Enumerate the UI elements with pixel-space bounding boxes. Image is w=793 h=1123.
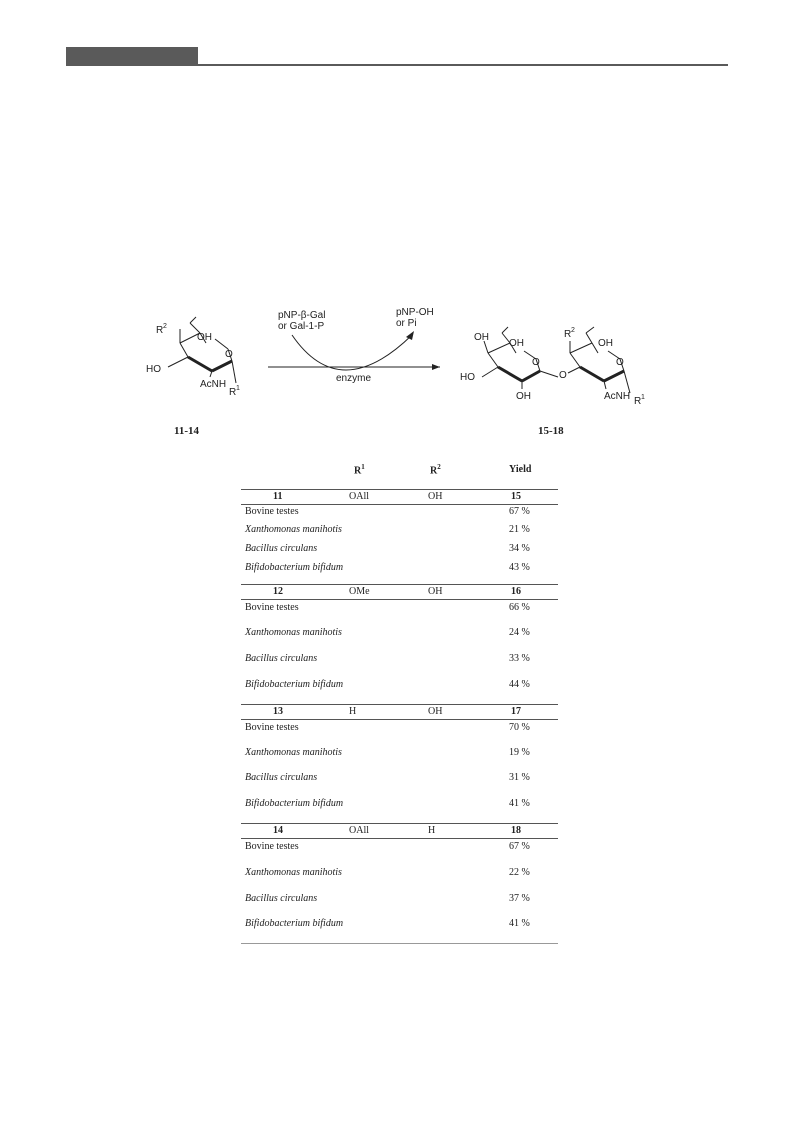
prod-glycosidic-o: O <box>559 370 567 381</box>
start-compound-label: 11-14 <box>174 425 200 437</box>
enzyme-name: Xanthomonas manihotis <box>245 524 342 535</box>
header-bar <box>66 47 198 66</box>
start-r1-label: R <box>229 387 237 398</box>
group-r2-value: OH <box>428 706 443 717</box>
reaction-scheme <box>140 295 700 445</box>
group-r2-value: H <box>428 825 436 836</box>
group-r1-value: H <box>349 706 357 717</box>
enzyme-name: Bovine testes <box>245 722 299 733</box>
yield-value: 41 % <box>509 798 530 809</box>
group-top-rule <box>241 704 558 705</box>
prod-oh-label-3: OH <box>516 391 531 402</box>
start-ho-label: HO <box>146 364 161 375</box>
enzyme-name: Bifidobacterium bifidum <box>245 679 344 690</box>
header-rule <box>198 64 728 66</box>
group-header-rule <box>241 838 558 839</box>
start-acnh-label: AcNH <box>200 379 227 390</box>
enzyme-name: Bacillus circulans <box>245 772 318 783</box>
product-structure <box>482 327 630 393</box>
prod-r1-sup: 1 <box>641 394 645 401</box>
enzyme-name: Bacillus circulans <box>245 653 318 664</box>
group-product: 16 <box>511 586 521 597</box>
enzyme-name: Bifidobacterium bifidum <box>245 562 344 573</box>
prod-acnh-label: AcNH <box>604 391 631 402</box>
product-compound-label: 15-18 <box>538 425 564 437</box>
group-product: 15 <box>511 491 521 502</box>
reagent-curve <box>292 335 412 370</box>
prod-ho-label: HO <box>460 372 475 383</box>
prod-r2-label: R <box>564 329 572 340</box>
enzyme-name: Bifidobacterium bifidum <box>245 918 344 929</box>
group-top-rule <box>241 823 558 824</box>
prod-ring-o-2: O <box>616 357 624 368</box>
product-byproduct-line-1: pNP-OH <box>396 307 434 318</box>
enzyme-name: Bacillus circulans <box>245 893 318 904</box>
prod-oh-label-2: OH <box>509 338 524 349</box>
group-compound: 11 <box>273 491 283 502</box>
group-compound: 14 <box>273 825 283 836</box>
enzyme-name: Bacillus circulans <box>245 543 318 554</box>
group-compound: 12 <box>273 586 283 597</box>
header-yield: Yield <box>509 464 532 475</box>
prod-r1-label: R <box>634 396 642 407</box>
group-top-rule <box>241 489 558 490</box>
yield-value: 41 % <box>509 918 530 929</box>
group-r2-value: OH <box>428 586 443 597</box>
start-r1-sup: 1 <box>236 385 240 392</box>
yield-value: 66 % <box>509 602 530 613</box>
yield-value: 34 % <box>509 543 530 554</box>
enzyme-name: Bifidobacterium bifidum <box>245 798 344 809</box>
prod-oh-label-1: OH <box>474 332 489 343</box>
enzyme-name: Xanthomonas manihotis <box>245 627 342 638</box>
yield-value: 70 % <box>509 722 530 733</box>
group-product: 17 <box>511 706 521 717</box>
prod-ring-o-1: O <box>532 357 540 368</box>
group-top-rule <box>241 584 558 585</box>
yield-value: 44 % <box>509 679 530 690</box>
group-r2-value: OH <box>428 491 443 502</box>
yield-value: 43 % <box>509 562 530 573</box>
header-r1: $R^1$ <box>354 463 365 477</box>
yield-value: 31 % <box>509 772 530 783</box>
prod-r2-sup: 2 <box>571 327 575 334</box>
group-header-rule <box>241 504 558 505</box>
start-r2-sup: 2 <box>163 323 167 330</box>
reaction-arrowhead <box>432 364 440 370</box>
group-r1-value: OAll <box>349 491 369 502</box>
reagent-line-1: pNP-β-Gal <box>278 310 326 321</box>
group-r1-value: OMe <box>349 586 370 597</box>
scheme-drawing <box>140 295 700 445</box>
yield-value: 22 % <box>509 867 530 878</box>
group-header-rule <box>241 599 558 600</box>
group-r1-value: OAll <box>349 825 369 836</box>
enzyme-name: Xanthomonas manihotis <box>245 867 342 878</box>
yield-value: 67 % <box>509 841 530 852</box>
group-product: 18 <box>511 825 521 836</box>
yield-value: 67 % <box>509 506 530 517</box>
enzyme-name: Bovine testes <box>245 602 299 613</box>
reagent-curve-arrowhead <box>406 331 414 340</box>
yield-value: 33 % <box>509 653 530 664</box>
reagent-line-2: or Gal-1-P <box>278 321 325 332</box>
enzyme-name: Bovine testes <box>245 841 299 852</box>
header-r2: $R^2$ <box>430 463 441 477</box>
group-header-rule <box>241 719 558 720</box>
group-compound: 13 <box>273 706 283 717</box>
arrow-label: enzyme <box>336 373 372 384</box>
start-oh-label: OH <box>197 332 212 343</box>
enzyme-name: Bovine testes <box>245 506 299 517</box>
yield-value: 19 % <box>509 747 530 758</box>
prod-oh-label-4: OH <box>598 338 613 349</box>
yield-value: 24 % <box>509 627 530 638</box>
start-ring-o: O <box>225 349 233 360</box>
start-r2-label: R <box>156 325 164 336</box>
yield-value: 37 % <box>509 893 530 904</box>
table-header <box>241 460 558 480</box>
enzyme-name: Xanthomonas manihotis <box>245 747 342 758</box>
product-byproduct-line-2: or Pi <box>396 318 417 329</box>
yield-value: 21 % <box>509 524 530 535</box>
table-bottom-rule <box>241 943 558 944</box>
